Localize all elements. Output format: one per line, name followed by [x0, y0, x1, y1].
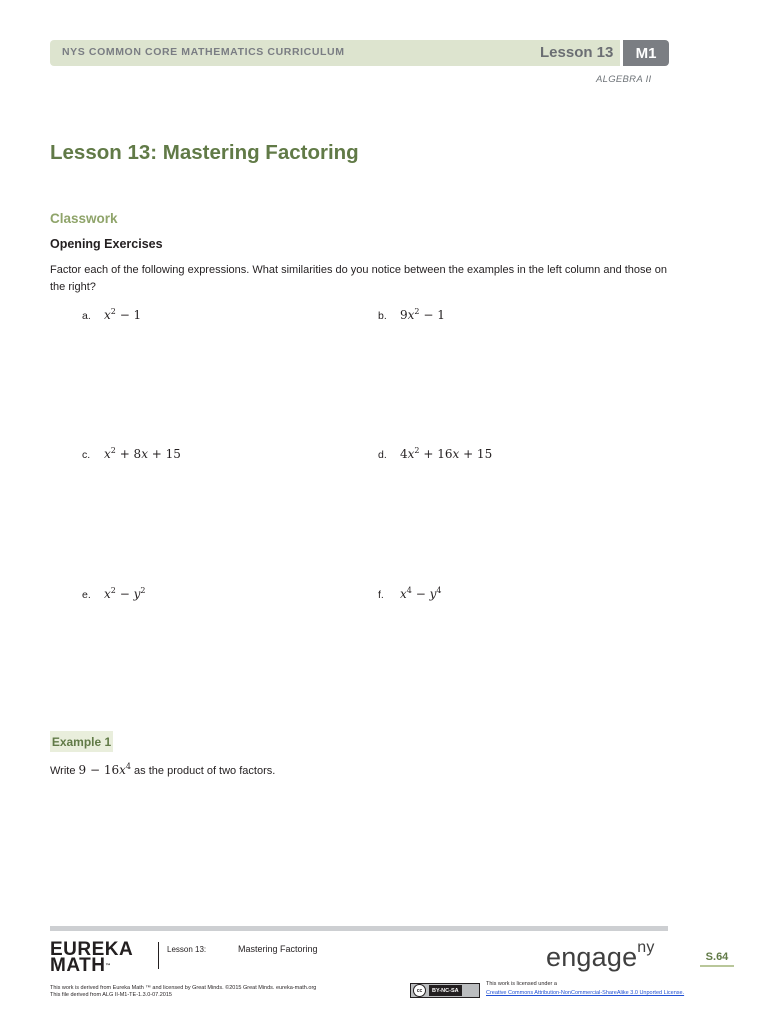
license-text: This work is licensed under a [486, 981, 557, 987]
file-notice: This file derived from ALG II-M1-TE-1.3.0-07.2015 [50, 992, 172, 998]
exercise-c [82, 446, 181, 461]
footer-divider [158, 942, 159, 969]
lesson-label: Lesson 13 [540, 44, 614, 61]
cc-icon: cc [413, 984, 426, 997]
exercise-letter: b. [378, 310, 387, 322]
course-label: ALGEBRA II [596, 74, 652, 85]
legal-notice: This work is derived from Eureka Math ™ and licensed by Great Minds. ©2015 Great Minds. eureka-math.org [50, 985, 317, 991]
opening-exercises-heading: Opening Exercises [50, 237, 163, 251]
exercise-letter: e. [82, 589, 91, 601]
exercise-letter: a. [82, 310, 91, 322]
example-expression: $9 - 16x^4$ [78, 762, 131, 777]
footer-rule [50, 926, 668, 931]
exercise-a [82, 307, 141, 322]
page-title: Lesson 13: Mastering Factoring [50, 141, 359, 164]
exercise-e [82, 586, 145, 601]
instructions: Factor each of the following expressions. What similarities do you notice between the examples in the left column and those on the right? [50, 264, 667, 293]
classwork-heading: Classwork [50, 211, 118, 226]
exercise-expression: $x^2 - 1$ [104, 307, 142, 322]
exercise-letter: c. [82, 449, 91, 461]
exercise-expression: $x^4 - y^4$ [400, 586, 442, 601]
exercise-d [378, 446, 492, 461]
example-prompt: Write $9 - 16x^4$ as the product of two factors. [50, 762, 276, 777]
engage-ny-logo: engage$^{ny}$ [546, 939, 655, 972]
example-heading: Example 1 [50, 731, 113, 752]
exercise-b [378, 307, 445, 322]
footer-lesson: Lesson 13: [167, 945, 207, 954]
page-number: S.64 [700, 951, 734, 967]
footer-topic: Mastering Factoring [238, 944, 318, 954]
exercise-expression: $9x^2 - 1$ [400, 307, 445, 322]
exercise-f [378, 586, 441, 601]
exercise-expression: $x^2 + 8x + 15$ [104, 446, 181, 461]
module-badge: M1 [623, 40, 669, 66]
license-link[interactable]: Creative Commons Attribution-NonCommercial-ShareAlike 3.0 Unported License. [486, 990, 685, 996]
exercise-expression: $x^2 - y^2$ [104, 586, 146, 601]
exercise-letter: f. [378, 589, 384, 601]
eureka-math-logo: EUREKA MATH™ [50, 939, 134, 976]
creative-commons-badge[interactable]: cc BY-NC-SA [410, 983, 480, 998]
exercise-expression: $4x^2 + 16x + 15$ [400, 446, 493, 461]
curriculum-label: NYS COMMON CORE MATHEMATICS CURRICULUM [62, 46, 345, 58]
exercise-letter: d. [378, 449, 387, 461]
